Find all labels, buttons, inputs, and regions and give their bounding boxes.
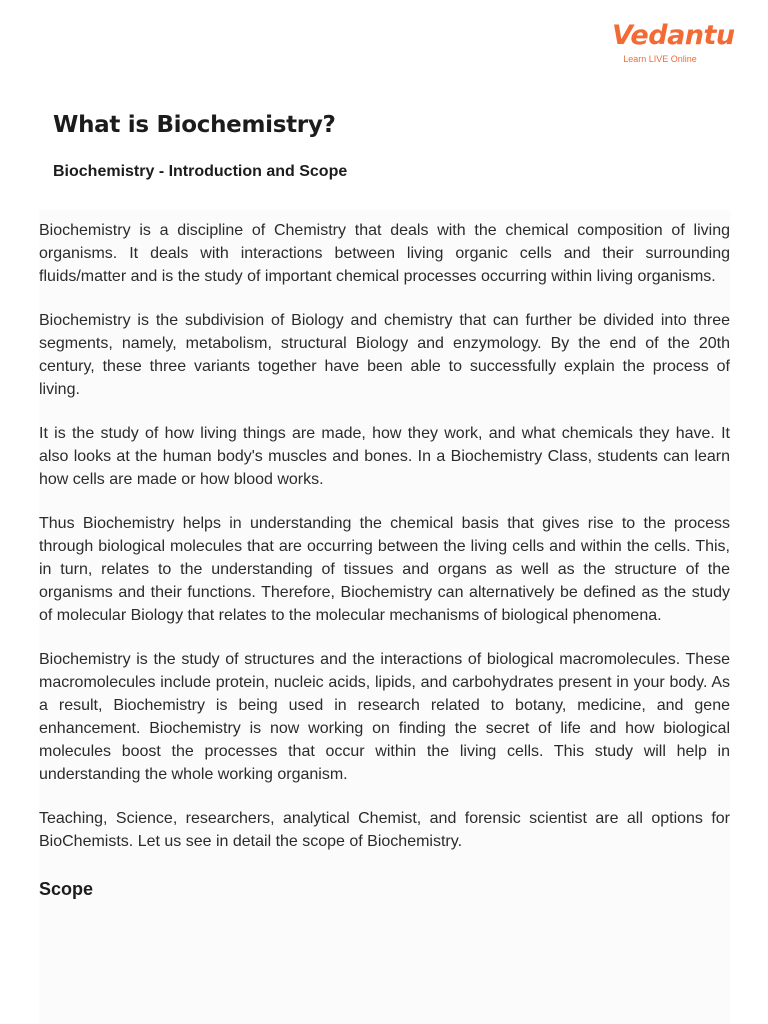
scope-heading: Scope — [39, 879, 94, 899]
brand-name: Vedantu — [612, 20, 735, 51]
paragraph-1: Biochemistry is a discipline of Chemistry that deals with the chemical composition of living organisms. It deals with interactions between living organic cells and their surrounding fluids/matter and is the study of important chemical processes occurring within living organisms. — [39, 222, 730, 285]
paragraph-5: Biochemistry is the study of structures and the interactions of biological macromolecules. These macromolecules include protein, nucleic acids, lipids, and carbohydrates present in your body. As a result, Biochemistry is being used in research related to botany, medicine, and gene enhancement. Biochemistry is now working on finding the secret of life and how biological molecules boost the processes that occur within the living cells. This study will help in understanding the whole working organism. — [39, 651, 730, 783]
brand-tagline: Learn LIVE Online — [623, 54, 697, 64]
paragraph-4: Thus Biochemistry helps in understanding the chemical basis that gives rise to the process through biological molecules that are occurring between the living cells and within the cells. This, in turn, relates to the understanding of tissues and organs as well as the structure of the organisms and their functions. Therefore, Biochemistry can alternatively be defined as the study of molecular Biology that relates to the molecular mechanisms of biological phenomena. — [39, 515, 730, 624]
paragraph-6: Teaching, Science, researchers, analytical Chemist, and forensic scientist are all options for BioChemists. Let us see in detail the scope of Biochemistry. — [39, 810, 730, 850]
paragraph-2: Biochemistry is the subdivision of Biology and chemistry that can further be divided into three segments, namely, metabolism, structural Biology and enzymology. By the end of the 20th century, these three variants together have been able to successfully explain the process of living. — [39, 312, 730, 398]
article-body — [39, 210, 730, 1024]
paragraph-3: It is the study of how living things are made, how they work, and what chemicals they have. It also looks at the human body's muscles and bones. In a Biochemistry Class, students can learn how cells are made or how blood works. — [39, 425, 730, 488]
vedantu-logo — [612, 20, 735, 72]
page-subtitle: Biochemistry - Introduction and Scope — [53, 163, 348, 180]
page-title: What is Biochemistry? — [53, 112, 336, 138]
